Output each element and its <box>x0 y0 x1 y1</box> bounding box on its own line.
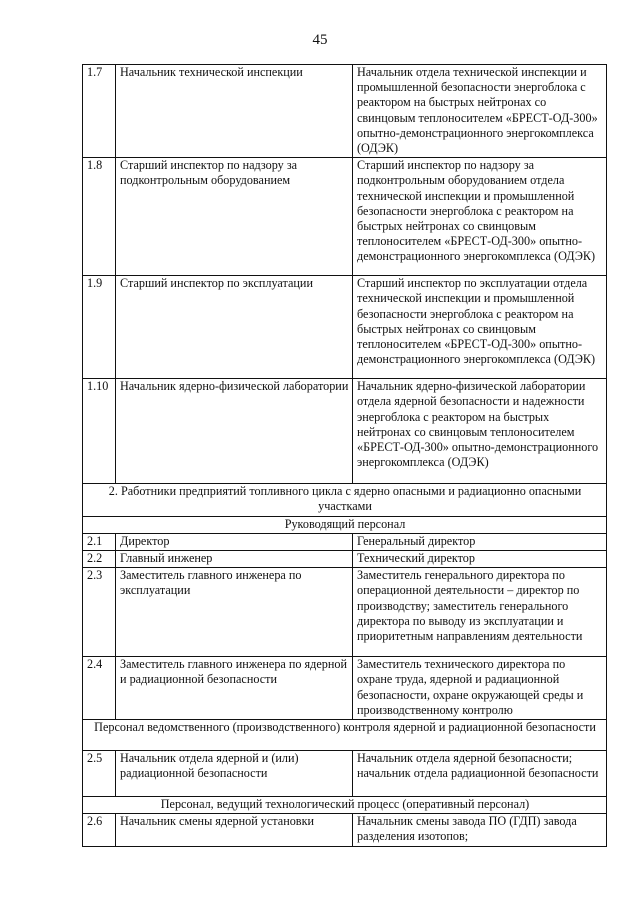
equivalent-position: Заместитель генерального директора по операционной деятельности – директор по производству; заместитель генерального директора по выводу из эксплуатации и приоритетным направлениям деятельности <box>353 568 607 657</box>
section-header-row <box>83 484 607 516</box>
position-title: Начальник отдела ядерной и (или) радиационной безопасности <box>116 751 353 797</box>
table-row <box>83 379 607 484</box>
position-title: Старший инспектор по надзору за подконтрольным оборудованием <box>116 158 353 276</box>
row-number: 2.6 <box>83 814 116 846</box>
row-number: 2.3 <box>83 568 116 657</box>
position-title: Заместитель главного инженера по эксплуатации <box>116 568 353 657</box>
row-number: 2.5 <box>83 751 116 797</box>
equivalent-position: Начальник отдела технической инспекции и промышленной безопасности энергоблока с реактором на быстрых нейтронах со свинцовым теплоносителем «БРЕСТ-ОД-300» опытно-демонстрационного энергокомплекса (ОДЭК) <box>353 65 607 158</box>
table-row <box>83 568 607 657</box>
position-title: Главный инженер <box>116 551 353 568</box>
row-number: 1.7 <box>83 65 116 158</box>
row-number: 2.4 <box>83 657 116 720</box>
equivalent-position: Старший инспектор по надзору за подконтрольным оборудованием отдела технической инспекции и промышленной безопасности энергоблока с реактором на быстрых нейтронах со свинцовым теплоносителем «БРЕСТ-ОД-300» опытно-демонстрационного энергокомплекса (ОДЭК) <box>353 158 607 276</box>
equivalent-position: Начальник смены завода ПО (ГДП) завода разделения изотопов; <box>353 814 607 846</box>
positions-table <box>82 64 607 847</box>
table-row <box>83 158 607 276</box>
row-number: 2.1 <box>83 533 116 550</box>
group-management-title: Руководящий персонал <box>83 516 607 533</box>
table-row <box>83 751 607 797</box>
position-title: Старший инспектор по эксплуатации <box>116 276 353 379</box>
section-2-title: 2. Работники предприятий топливного цикла с ядерно опасными и радиационно опасными участками <box>83 484 607 516</box>
table-row <box>83 551 607 568</box>
equivalent-position: Генеральный директор <box>353 533 607 550</box>
row-number: 1.10 <box>83 379 116 484</box>
page-number: 45 <box>312 32 328 48</box>
equivalent-position: Начальник ядерно-физической лаборатории отдела ядерной безопасности и надежности энергоблока с реактором на быстрых нейтронах со свинцовым теплоносителем «БРЕСТ-ОД-300» опытно-демонстрационного энергокомплекса (ОДЭК) <box>353 379 607 484</box>
position-title: Директор <box>116 533 353 550</box>
equivalent-position: Технический директор <box>353 551 607 568</box>
equivalent-position: Старший инспектор по эксплуатации отдела технической инспекции и промышленной безопасности энергоблока с реактором на быстрых нейтронах со свинцовым теплоносителем «БРЕСТ-ОД-300» опытно-демонстрационного энергокомплекса (ОДЭК) <box>353 276 607 379</box>
group-header-row <box>83 720 607 751</box>
table-row <box>83 276 607 379</box>
position-title: Начальник ядерно-физической лаборатории <box>116 379 353 484</box>
row-number: 2.2 <box>83 551 116 568</box>
equivalent-position: Заместитель технического директора по охране труда, ядерной и радиационной безопасности, охране окружающей среды и производственному контролю <box>353 657 607 720</box>
row-number: 1.8 <box>83 158 116 276</box>
table-row <box>83 533 607 550</box>
group-operational-title: Персонал, ведущий технологический процесс (оперативный персонал) <box>83 797 607 814</box>
row-number: 1.9 <box>83 276 116 379</box>
group-header-row <box>83 516 607 533</box>
equivalent-position: Начальник отдела ядерной безопасности; начальник отдела радиационной безопасности <box>353 751 607 797</box>
table-row <box>83 65 607 158</box>
group-control-title: Персонал ведомственного (производственного) контроля ядерной и радиационной безопасности <box>83 720 607 751</box>
table-row <box>83 657 607 720</box>
position-title: Начальник технической инспекции <box>116 65 353 158</box>
table-row <box>83 814 607 846</box>
position-title: Заместитель главного инженера по ядерной и радиационной безопасности <box>116 657 353 720</box>
group-header-row <box>83 797 607 814</box>
position-title: Начальник смены ядерной установки <box>116 814 353 846</box>
